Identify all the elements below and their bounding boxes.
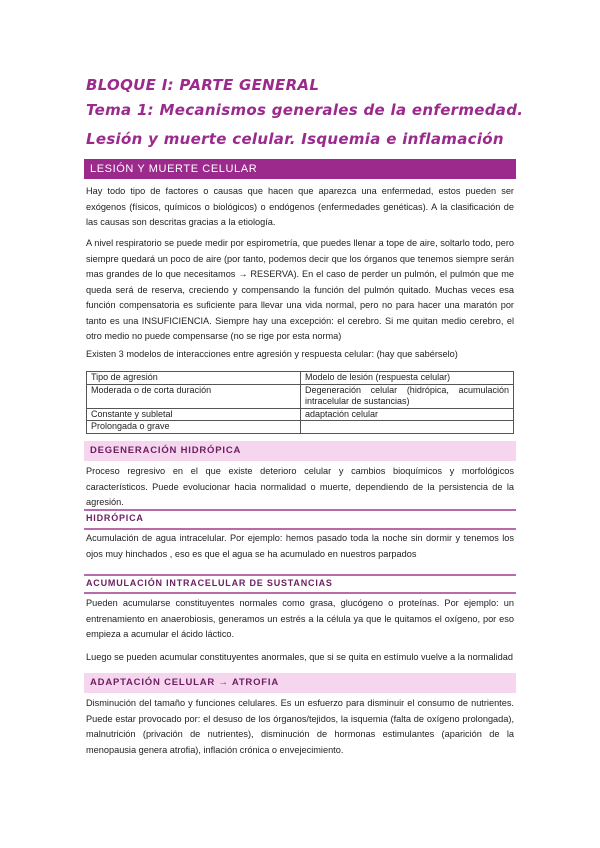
table-row <box>87 421 514 434</box>
divider <box>84 509 516 511</box>
table-cell <box>301 421 514 434</box>
section-heading-adaptacion: ADAPTACIÓN CELULAR → ATROFIA <box>84 673 516 693</box>
table-header-cell: Modelo de lesión (respuesta celular) <box>301 372 514 385</box>
topic-title-line2: Lesión y muerte celular. Isquemia e inflamación <box>86 130 504 148</box>
topic-title-line1: Tema 1: Mecanismos generales de la enfermedad. <box>86 101 524 119</box>
table-cell: Moderada o de corta duración <box>87 384 301 408</box>
section-heading-lesion: LESIÓN Y MUERTE CELULAR <box>84 159 516 179</box>
divider <box>84 574 516 576</box>
block-title: BLOQUE I: PARTE GENERAL <box>86 76 320 94</box>
paragraph-atrofia: Disminución del tamaño y funciones celulares. Es un esfuerzo para disminuir el consumo de nutrientes. Puede estar provocado por: el desuso de los órganos/tejidos, la isquemia (falta de oxígeno prolongada), malnutrición (privación de nutrientes), disminución de hormonas estimulantes (aparición de la menopausia genera atrofia), inflación crónica o envejecimiento. <box>86 698 514 755</box>
paragraph-reserva: A nivel respiratorio se puede medir por espirometría, que puedes llenar a tope de aire, soltarlo todo, pero siempre quedará un poco de aire (por tanto, podemos decir que los órganos que tenemos siempre serán mas grandes de lo que necesitamos → RESERVA). En el caso de perder un pulmón, el pulmón que me queda será de reserva, creciendo y compensando la función del pulmón quitado. Muchas veces esa función compensatoria es suficiente para llevar una vida normal, pero no para hacer una maratón por tanto es una INSUFICIENCIA. Siempre hay una excepción: el cerebro. Si me quitan medio cerebro, el otro medio no puede compensarse (no se rige por esta norma) <box>86 238 514 341</box>
subheading-hidropica: HIDRÓPICA <box>86 513 144 523</box>
paragraph-causas: Hay todo tipo de factores o causas que hacen que aparezca una enfermedad, estos pueden ser exógenos (físicos, químicos o biológicos) o endógenos (enfermedades genéticas). A la clasificación de las causas son descritas gracias a la etiología. <box>86 186 514 227</box>
subheading-acumulacion: ACUMULACIÓN INTRACELULAR DE SUSTANCIAS <box>86 578 333 588</box>
table-cell: adaptación celular <box>301 408 514 421</box>
divider <box>84 592 516 594</box>
paragraph-modelos: Existen 3 modelos de interacciones entre agresión y respuesta celular: (hay que sabérselo) <box>86 349 458 359</box>
divider <box>84 528 516 530</box>
section-heading-degeneracion: DEGENERACIÓN HIDRÓPICA <box>84 441 516 461</box>
paragraph-anormales: Luego se pueden acumular constituyentes anormales, que si se quita en estímulo vuelve a la normalidad <box>86 652 513 662</box>
table-cell: Constante y subletal <box>87 408 301 421</box>
table-row <box>87 408 514 421</box>
table-cell: Degeneración celular (hidrópica, acumulación intracelular de sustancias) <box>301 384 514 408</box>
table-cell: Prolongada o grave <box>87 421 301 434</box>
paragraph-hidropica: Acumulación de agua intracelular. Por ejemplo: hemos pasado toda la noche sin dormir y tenemos los ojos muy hinchados , eso es que el agua se ha acumulado en nuestros parpados <box>86 533 514 559</box>
table-header-row <box>87 372 514 385</box>
table-row <box>87 384 514 408</box>
paragraph-degeneracion: Proceso regresivo en el que existe deterioro celular y cambios bioquímicos y morfológicos característicos. Puede evolucionar hacia normalidad o muerte, dependiendo de la persistencia de la agresión. <box>86 466 514 507</box>
table-header-cell: Tipo de agresión <box>87 372 301 385</box>
aggression-table <box>86 371 514 434</box>
paragraph-acumulacion: Pueden acumularse constituyentes normales como grasa, glucógeno o proteínas. Por ejemplo: un entrenamiento en anaerobiosis, generamos un estrés a la célula ya que le quitamos el oxígeno, por eso empieza a acumular el ácido láctico. <box>86 598 514 639</box>
